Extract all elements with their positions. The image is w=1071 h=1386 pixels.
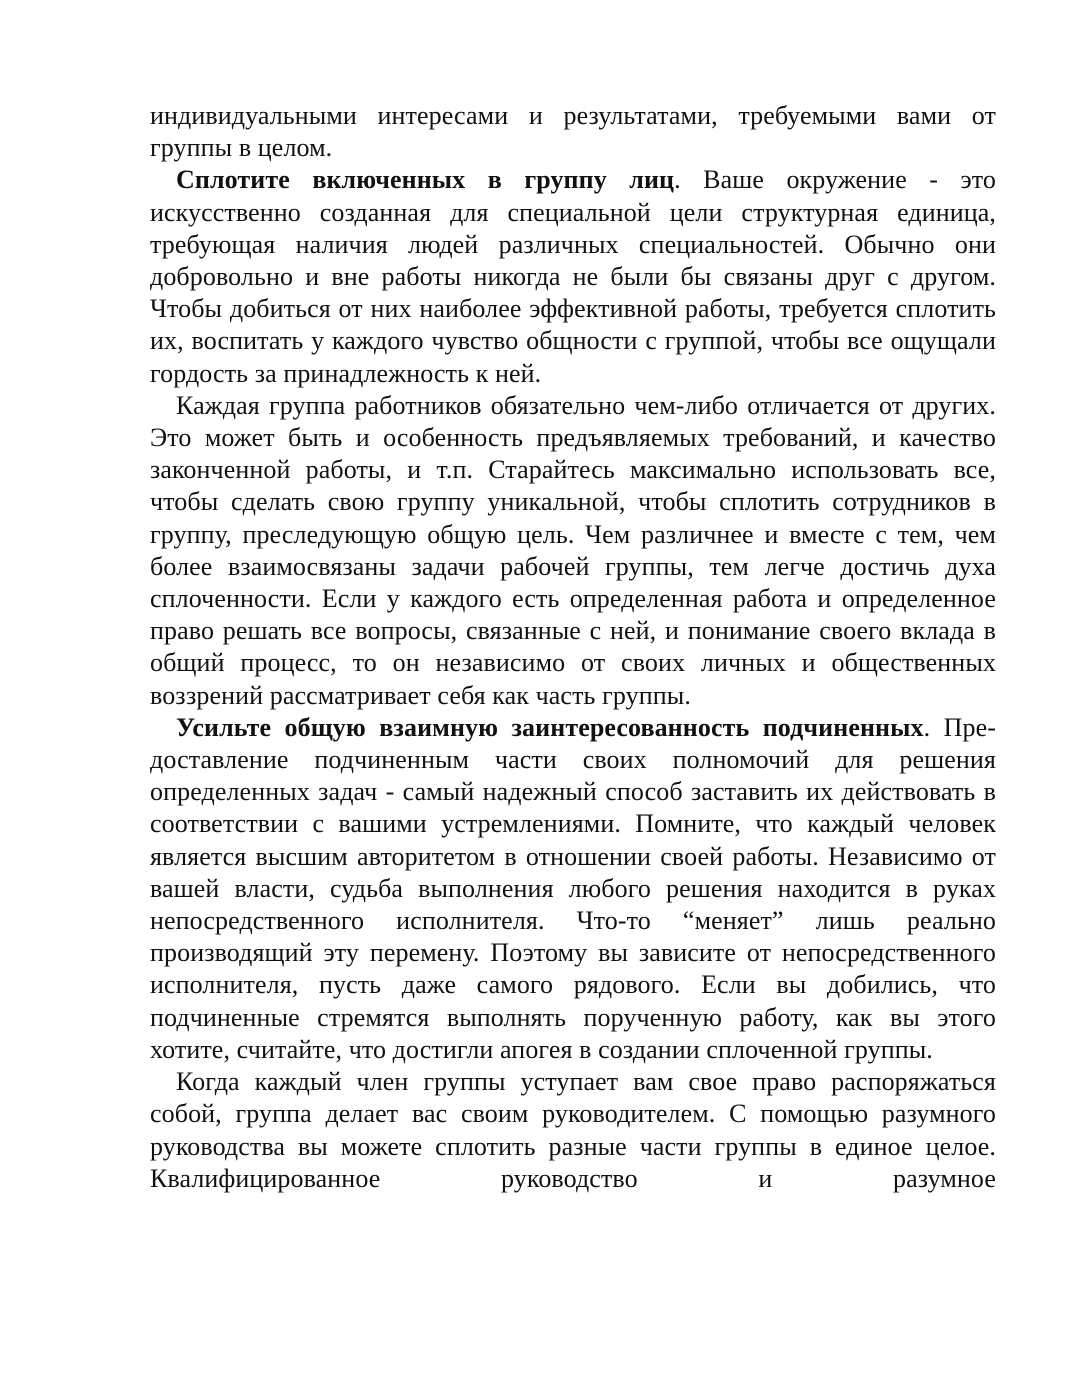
paragraph-5-text: Когда каждый член группы уступает вам свое право распоряжаться собой, группа делает вас своим руководителем. С помощью разумного руководства вы можете сплотить разные части группы в единое целое. Квалифицированное руководство и разумное	[150, 1067, 996, 1193]
paragraph-2-heading: Сплотите включенных в группу лиц	[176, 165, 675, 195]
paragraph-4	[150, 712, 996, 1066]
paragraph-4-text: . Пре-доставление подчиненным части своих полномочий для решения определенных задач - самый надежный способ заставить их действовать в соответствии с вашими устремлениями. Помните, что каждый человек является высшим авторитетом в отношении своей работы. Независимо от вашей власти, судьба выполнения любого решения находится в руках непосредственного исполнителя. Что-то “меняет” лишь реально производящий эту перемену. Поэтому вы зависите от непосредственного исполнителя, пусть даже самого рядового. Если вы добились, что подчиненные стремятся выполнять порученную работу, как вы этого хотите, считайте, что достигли апогея в создании сплоченной группы.	[150, 712, 997, 1064]
paragraph-2-text: . Ваше окружение - это искусственно созданная для специальной цели структурная единица, требующая наличия людей различных специальностей. Обычно они добровольно и вне работы никогда не были бы связаны друг с другом. Чтобы добиться от них наиболее эффективной работы, требуется сплотить их, воспитать у каждого чувство общности с группой, чтобы все ощущали гордость за принадлежность к ней.	[150, 165, 996, 388]
paragraph-1-text: индивидуальными интересами и результатами, требуемыми вами от группы в целом.	[150, 101, 996, 163]
paragraph-4-heading: Усильте общую взаимную заинтересованность подчиненных	[176, 712, 924, 742]
document-page	[150, 100, 996, 1195]
paragraph-3	[150, 390, 996, 712]
paragraph-1	[150, 100, 996, 164]
paragraph-2	[150, 164, 996, 389]
paragraph-5	[150, 1066, 996, 1195]
paragraph-3-text: Каждая группа работников обязательно чем-либо отличается от других. Это может быть и особенность предъявляемых требований, и качество законченной работы, и т.п. Старайтесь максимально использовать все, чтобы сделать свою группу уникальной, чтобы сплотить сотрудников в группу, преследующую общую цель. Чем различнее и вместе с тем, чем более взаимосвязаны задачи рабочей группы, тем легче достичь духа сплоченности. Если у каждого есть определенная работа и определенное право решать все вопросы, связанные с ней, и понимание своего вклада в общий процесс, то он независимо от своих личных и общественных воззрений рассматривает себя как часть группы.	[150, 390, 996, 710]
